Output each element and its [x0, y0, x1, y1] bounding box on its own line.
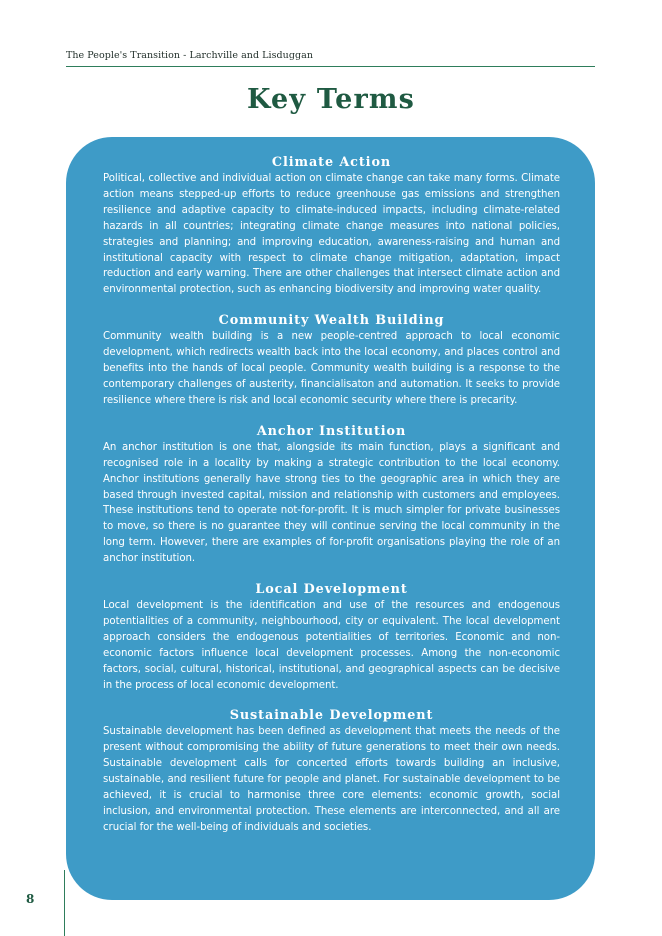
- key-terms-box: [66, 137, 595, 900]
- term-heading: Anchor Institution: [256, 423, 407, 439]
- term-local-development: [103, 581, 560, 693]
- side-rule: [64, 870, 65, 936]
- running-header: The People's Transition - Larchville and Lisduggan: [66, 50, 313, 61]
- term-community-wealth-building: [103, 312, 560, 409]
- page-number: 8: [26, 892, 35, 906]
- term-body: Sustainable development has been defined as development that meets the needs of the present without compromising the ability of future generations to meet their own needs. Sustainable development calls for concerted efforts towards building an inclusive, sustainable, and resilient future for people and planet. For sustainable development to be achieved, it is crucial to harmonise three core elements: economic growth, social inclusion, and environmental protection. These elements are interconnected, and all are crucial for the well-being of individuals and societies.: [103, 726, 560, 833]
- term-heading: Local Development: [255, 582, 408, 598]
- term-body: An anchor institution is one that, alongside its main function, plays a significant and recognised role in a locality by making a strategic contribution to the local economy. Anchor institutions generally have strong ties to the geographic area in which they are based through invested capital, mission and relationship with customers and employees. These institutions tend to operate not-for-profit. It is much simpler for private businesses to move, so there is no guarantee they will continue serving the local community in the long term. However, there are examples of for-profit organisations playing the role of an anchor institution.: [103, 441, 560, 565]
- term-climate-action: [103, 154, 560, 298]
- term-heading: Community Wealth Building: [218, 313, 445, 329]
- header-rule: [66, 66, 595, 67]
- page-title: Key Terms: [246, 84, 416, 115]
- term-heading: Climate Action: [271, 155, 392, 170]
- term-body: Political, collective and individual action on climate change can take many forms. Climate action means stepped-up efforts to reduce greenhouse gas emissions and strengthen resilience and adaptive capacity to climate-induced impacts, including climate-related hazards in all countries; integrating climate change measures into national policies, strategies and planning; and improving education, awareness-raising and human and institutional capacity with respect to climate change mitigation, adaptation, impact reduction and early warning. There are other challenges that intersect climate action and environmental protection, such as enhancing biodiversity and improving water quality.: [103, 173, 560, 296]
- term-sustainable-development: [103, 707, 560, 835]
- term-anchor-institution: [103, 423, 560, 567]
- term-heading: Sustainable Development: [229, 708, 434, 724]
- term-body: Community wealth building is a new people-centred approach to local economic development, which redirects wealth back into the local economy, and places control and benefits into the hands of local people. Community wealth building is a response to the contemporary challenges of austerity, financialisaton and automation. It seeks to provide resilience where there is risk and local economic security where there is precarity.: [103, 331, 560, 406]
- term-body: Local development is the identification and use of the resources and endogenous potentialities of a community, neighbourhood, city or equivalent. The local development approach considers the endogenous potentialities of territories. Economic and non-economic factors influence local development processes. Among the non-economic factors, social, cultural, historical, institutional, and geographical aspects can be decisive in the process of local economic development.: [103, 600, 560, 691]
